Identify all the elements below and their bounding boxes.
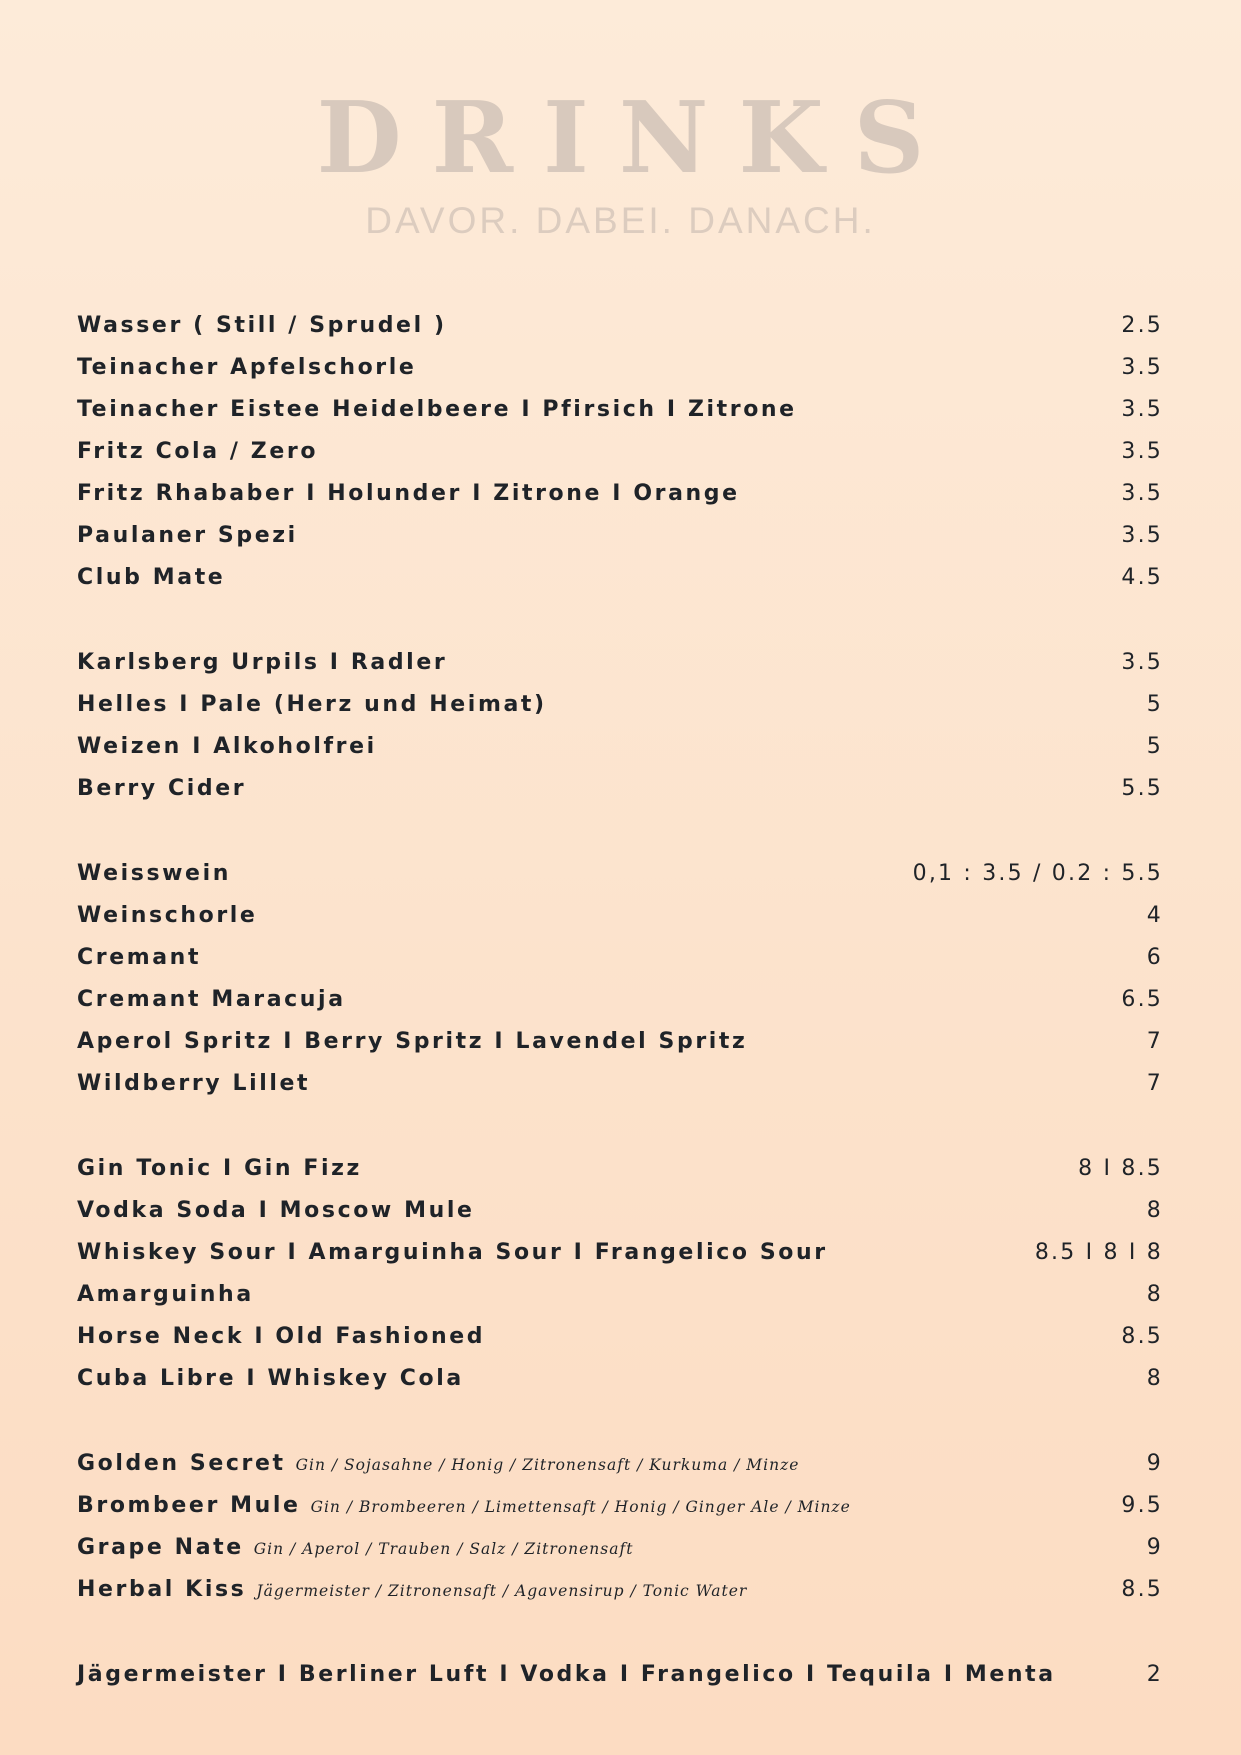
item-price: 8 [1146,1198,1163,1223]
list-item [77,1316,1163,1358]
item-description: Gin / Sojasahne / Honig / Zitronensaft / Kurkuma / Minze [295,1456,800,1474]
item-price: 3.5 [1121,523,1163,548]
item-price: 8 I 8.5 [1078,1156,1163,1181]
list-item [77,1063,1163,1105]
item-price: 3.5 [1121,397,1163,422]
list-item [77,1527,1163,1569]
item-price: 9 [1146,1535,1163,1560]
section-wine [77,853,1163,1105]
item-price: 8 [1146,1282,1163,1307]
item-name: Brombeer Mule [77,1493,301,1518]
item-price: 8 [1146,1366,1163,1391]
item-price: 4 [1146,903,1163,928]
item-name: Cremant Maracuja [77,987,346,1012]
list-item [77,1232,1163,1274]
item-name: Weizen I Alkoholfrei [77,734,377,759]
item-name: Jägermeister I Berliner Luft I Vodka I Frangelico I Tequila I Menta [77,1662,1056,1687]
list-item [77,473,1163,515]
item-price: 6 [1146,945,1163,970]
list-item [77,726,1163,768]
item-name: Teinacher Apfelschorle [77,355,417,380]
section-shots [77,1654,1163,1696]
item-description: Jägermeister / Zitronensaft / Agavensirup / Tonic Water [256,1582,748,1600]
item-price: 7 [1146,1071,1163,1096]
item-name: Paulaner Spezi [77,523,298,548]
item-name: Fritz Rhababer I Holunder I Zitrone I Orange [77,481,740,506]
item-price: 3.5 [1121,481,1163,506]
item-price: 4.5 [1121,565,1163,590]
menu-header [0,81,1241,241]
item-name: Grape Nate [77,1535,244,1560]
list-item [77,1485,1163,1527]
list-item [77,1654,1163,1696]
item-name: Gin Tonic I Gin Fizz [77,1156,362,1181]
item-price: 0,1 : 3.5 / 0.2 : 5.5 [912,861,1163,886]
item-name: Club Mate [77,565,226,590]
list-item [77,1021,1163,1063]
item-price: 5 [1146,692,1163,717]
item-name: Cremant [77,945,202,970]
item-name: Wasser ( Still / Sprudel ) [77,313,447,338]
list-item [77,557,1163,599]
section-beer [77,642,1163,810]
item-price: 8.5 [1121,1324,1163,1349]
section-signature [77,1443,1163,1611]
item-price: 8.5 [1121,1577,1163,1602]
item-price: 9.5 [1121,1493,1163,1518]
list-item [77,1443,1163,1485]
item-price: 8.5 I 8 I 8 [1034,1240,1163,1265]
item-price: 6.5 [1121,987,1163,1012]
item-price: 5 [1146,734,1163,759]
item-price: 7 [1146,1029,1163,1054]
list-item [77,431,1163,473]
list-item [77,853,1163,895]
list-item [77,684,1163,726]
drinks-list [77,305,1163,1739]
item-price: 3.5 [1121,650,1163,675]
list-item [77,979,1163,1021]
item-name: Herbal Kiss [77,1577,247,1602]
list-item [77,1190,1163,1232]
item-description: Gin / Brombeeren / Limettensaft / Honig / Ginger Ale / Minze [310,1498,851,1516]
list-item [77,768,1163,810]
item-price: 9 [1146,1451,1163,1476]
item-price: 3.5 [1121,439,1163,464]
menu-title: DRINKS [316,81,955,196]
item-price: 3.5 [1121,355,1163,380]
item-name: Karlsberg Urpils I Radler [77,650,448,675]
item-name: Fritz Cola / Zero [77,439,319,464]
item-price: 2.5 [1121,313,1163,338]
item-name: Helles I Pale (Herz und Heimat) [77,692,547,717]
item-name: Berry Cider [77,776,247,801]
item-name: Cuba Libre I Whiskey Cola [77,1366,464,1391]
item-name: Golden Secret [77,1451,286,1476]
item-name: Weisswein [77,861,231,886]
item-name: Vodka Soda I Moscow Mule [77,1198,475,1223]
item-name: Wildberry Lillet [77,1071,311,1096]
section-soft-drinks [77,305,1163,599]
item-price: 2 [1146,1662,1163,1687]
list-item [77,1274,1163,1316]
item-name: Whiskey Sour I Amarguinha Sour I Frangelico Sour [77,1240,828,1265]
list-item [77,1148,1163,1190]
item-name: Teinacher Eistee Heidelbeere I Pfirsich I Zitrone [77,397,797,422]
item-name: Horse Neck I Old Fashioned [77,1324,486,1349]
section-longdrinks [77,1148,1163,1400]
list-item [77,389,1163,431]
item-name: Amarguinha [77,1282,254,1307]
item-name: Aperol Spritz I Berry Spritz I Lavendel Spritz [77,1029,748,1054]
item-description: Gin / Aperol / Trauben / Salz / Zitronensaft [253,1540,634,1558]
list-item [77,347,1163,389]
item-name: Weinschorle [77,903,258,928]
list-item [77,895,1163,937]
list-item [77,937,1163,979]
menu-subtitle: DAVOR. DABEI. DANACH. [365,200,876,241]
list-item [77,1358,1163,1400]
list-item [77,642,1163,684]
list-item [77,305,1163,347]
item-price: 5.5 [1121,776,1163,801]
list-item [77,515,1163,557]
list-item [77,1569,1163,1611]
